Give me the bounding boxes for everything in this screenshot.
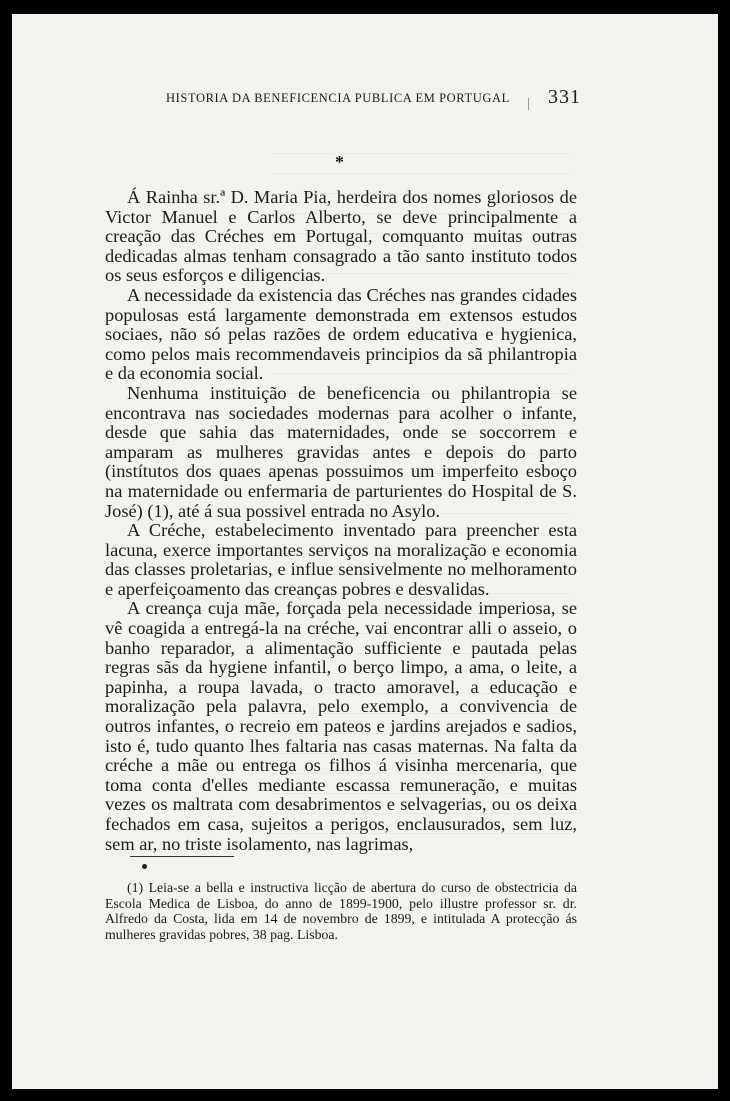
book-page — [12, 14, 718, 1089]
paragraph: A Créche, estabelecimento inventado para preencher esta lacuna, exerce importantes serviços na moralização e economia das classes proletarias, e influe sensivelmente no melhoramento e aperfeiçoamento das creanças pobres e desvalidas. — [105, 520, 577, 599]
running-head: HISTORIA DA BENEFICENCIA PUBLICA EM PORTUGAL — [166, 91, 510, 105]
asterisk-ornament: * — [335, 152, 344, 172]
page-number: 331 — [548, 86, 581, 108]
paragraph: A creança cuja mãe, forçada pela necessidade imperiosa, se vê coagida a entregá-la na créche, vai encontrar alli o asseio, o banho reparador, a alimentação sufficiente e pautada pelas regras sãs da hygiene infantil, o berço limpo, a ama, o leite, a papinha, a roupa lavada, o tracto amoravel, a educação e moralização pela palavra, pelo exemplo, a convivencia de outros infantes, o recreio em pateos e jardins arejados e sadios, isto é, tudo quanto lhes faltaria nas casas maternas. Na falta da créche a mãe ou entrega os filhos á visinha mercenaria, que toma conta d'elles mediante escassa remuneração, e muitas vezes os maltrata com desabrimentos e selvagerias, ou os deixa fechados em casa, sujeitos a perigos, enclausurados, sem luz, sem ar, no triste isolamento, nas lagrimas, — [105, 598, 577, 854]
paragraph: Nenhuma instituição de beneficencia ou philantropia se encontrava nas sociedades modernas para acolher o infante, desde que sahia das maternidades, onde se soccorrem e amparam as mulheres gravidas antes e depois do parto (instítutos dos quaes apenas possuimos um imperfeito esboço na maternidade ou enfermaria de parturientes do Hospital de S. José) (1), até á sua possivel entrada no Asylo. — [105, 382, 577, 521]
footnote-text: (1) Leia-se a bella e instructiva licção de abertura do curso de obstectricia da Escola Medica de Lisboa, do anno de 1899-1900, pelo illustre professor sr. dr. Alfredo da Costa, lida em 14 de novembro de 1899, e intitulada A protecção ás mulheres gravidas pobres, 38 pag. Lisboa. — [105, 880, 577, 942]
paragraph: A necessidade da existencia das Créches nas grandes cidades populosas está largamente demonstrada em extensos estudos sociaes, não só pelas razões de ordem educativa e hygienica, como pelos mais recommendaveis principios da sã philantropia e da economia social. — [105, 284, 577, 384]
ink-dot — [142, 864, 147, 869]
paragraph: Á Rainha sr.ª D. Maria Pia, herdeira dos nomes gloriosos de Victor Manuel e Carlos Alberto, se deve principalmente a creação das Créches em Portugal, comquanto muitas outras dedicadas almas tenham consagrado a tão santo instituto todos os seus esforços e diligencias. — [105, 187, 577, 286]
footnote — [105, 880, 577, 942]
footnote-rule — [130, 856, 234, 857]
body-text — [105, 188, 577, 854]
header-mark — [528, 98, 529, 110]
